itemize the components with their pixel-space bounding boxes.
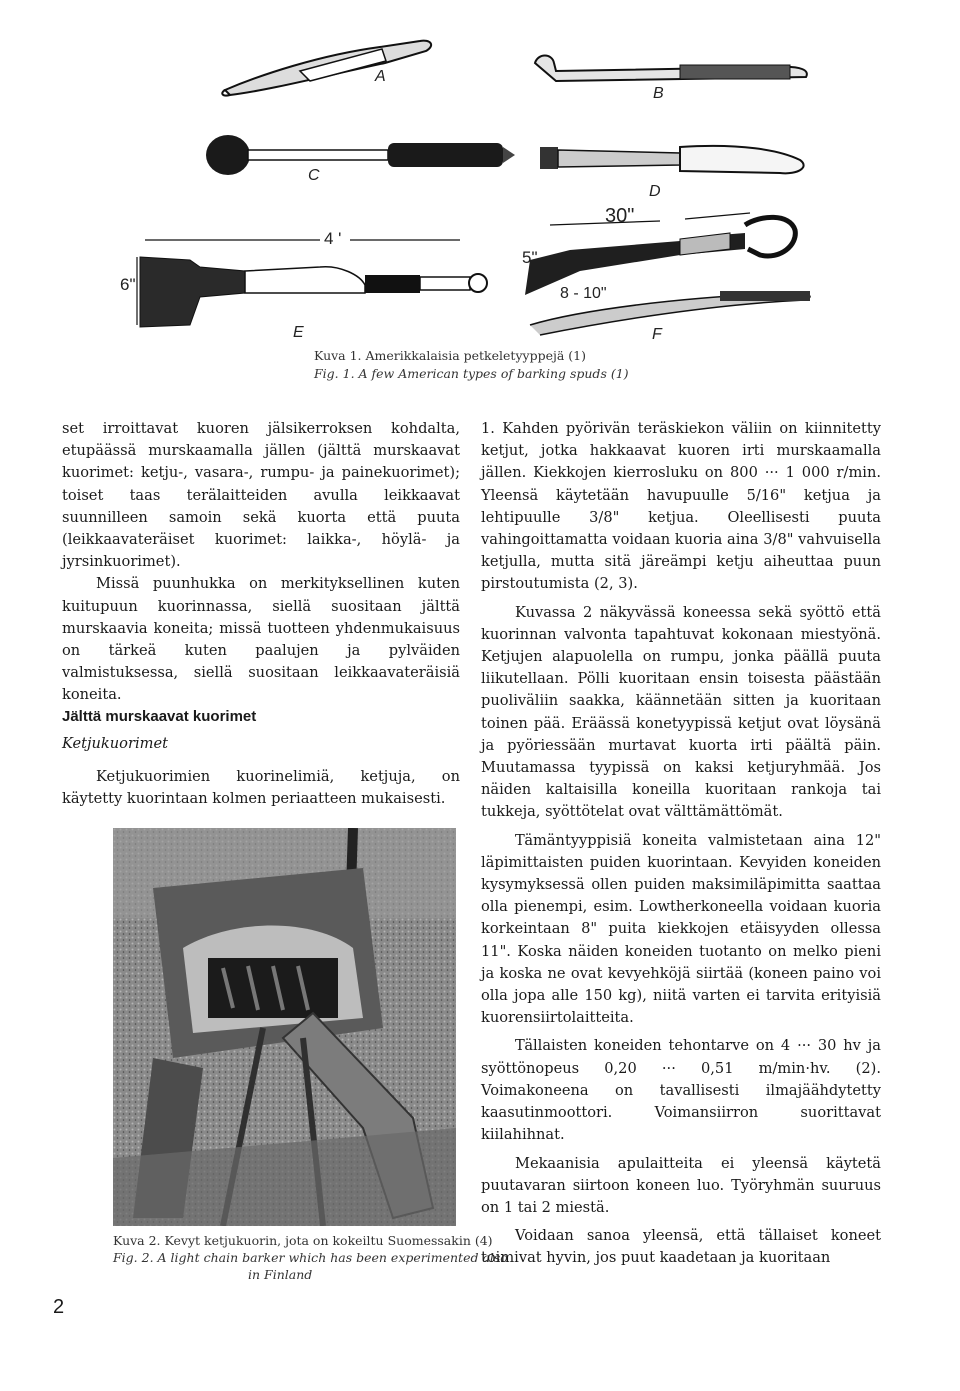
left-column-top [62,418,460,707]
left-paragraph-3: Ketjukuorimien kuorinelimiä, ketjuja, on käytetty kuorintaan kolmen periaatteen mukaisesti. [62,768,460,808]
right-paragraph-3: Tämäntyyppisiä koneita valmistetaan aina 12" läpimittaisten puiden kuorintaan. Kevyiden koneiden kysymyksessä ollen puiden maksimiläpimitta saattaa olla pienempi, esim. Lowtherkoneella voidaan kuoria korkeintaan 8" puita kiekkojen etäisyyden ollessa 11". Koska näiden koneiden tuotanto on melko pieni ja koska ne ovat kevyehköjä siirtää (koneen paino voi olla jopa alle 150 kg), niitä varten ei tarvita erityisiä kuorensiirtolaitteita. [481,831,881,1027]
tool-label-f: F [652,326,662,343]
dimension-thirty-in: 30" [605,205,635,227]
right-column [481,418,881,1270]
right-paragraph-5: Mekaanisia apulaitteita ei yleensä käytetä puutavaran siirtoon koneen luo. Työryhmän suuruus on 1 tai 2 miestä. [481,1154,881,1216]
tool-label-b: B [653,85,664,102]
tool-d-drawing [540,146,804,173]
right-paragraph-1: 1. Kahden pyörivän teräskiekon väliin on kiinnitetty ketjut, jotka hakkaavat kuoren irti murskaamalla jällen. Kiekkojen kierrosluku on 800 ··· 1 000 r/min. Yleensä käytetään havupuulle 5/16" ketjua ja lehtipuulle 3/8" ketjua. Oleellisesti puuta vahingoittamatta voidaan kuoria aina 3/8" vahvuisella ketjulla, mutta sitä järeämpi ketju aiheuttaa puun pirstoutumista (2, 3). [481,420,881,593]
figure-2-caption-fi: Kuva 2. Kevyt ketjukuorin, jota on kokeiltu Suomessakin (4) [113,1233,493,1248]
tool-e-drawing [137,240,487,327]
section-heading: Jälttä murskaavat kuorimet [62,708,257,725]
tool-label-c: C [308,167,320,184]
tool-label-e: E [293,324,304,341]
left-column-bottom [62,766,460,810]
dimension-four-ft: 4 ' [324,229,342,248]
right-paragraph-2: Kuvassa 2 näkyvässä koneessa sekä syöttö että kuorinnan valvonta tapahtuvat kokonaan miestyönä. Ketjujen alapuolella on rumpu, jonka päällä puuta liikutellaan. Pölli kuoritaan ensin toisesta päästään puoliväliin saakka, käännetään sitten ja kuoritaan toinen pää. Eräässä konetyypissä ketjut ovat löysänä ja pyöriessään murtavat kuorta irti päältä päin. Muutamassa tyypissä on kaksi ketjuryhmää. Jos näiden kaltaisilla koneilla kuoritaan rankoja tai tukkeja, syöttötelat ovat välttämättömät. [481,603,881,821]
section-subheading: Ketjukuorimet [62,735,168,752]
figure-2-photo [113,828,456,1226]
chain-barker-photo-drawing [113,828,456,1226]
figure-2-caption-en-1: Fig. 2. A light chain barker which has been experimented also [113,1250,508,1265]
left-paragraph-2: Missä puunhukka on merkityksellinen kuten kuitupuun kuorinnassa, siellä suositaan jälttä murskaavia koneita; missä tuotteen yhdenmukaisuus on tärkeä kuten paalujen ja pylväiden valmistuksessa, siellä suositaan leikkaavateräisiä koneita. [62,575,460,704]
figure-1-drawing [120,35,840,345]
tool-f-drawing [525,213,810,335]
dimension-six-in: 6" [120,275,136,294]
figure-2-caption-en-2: in Finland [248,1267,313,1282]
tool-label-d: D [649,183,661,200]
left-paragraph-1: set irroittavat kuoren jälsikerroksen kohdalta, etupäässä murskaamalla jällen (jälttä murskaavat kuorimet: ketju-, vasara-, rumpu- ja painekuorimet); toiset taas terälaitteiden avulla leikkaavat suunnilleen samoin sekä kuorta että puuta (leikkaavateräiset kuorimet: laikka-, höylä- ja jyrsinkuorimet). [62,420,460,571]
tool-label-a: A [375,68,386,85]
dimension-eight-ten: 8 - 10" [560,285,607,302]
tool-b-drawing [535,56,807,82]
tool-a-drawing [222,41,431,96]
right-paragraph-6: Voidaan sanoa yleensä, että tällaiset koneet toimivat hyvin, jos puut kaadetaan ja kuoritaan [481,1227,881,1267]
right-paragraph-4: Tällaisten koneiden tehontarve on 4 ··· 30 hv ja syöttönopeus 0,20 ··· 0,51 m/min·hv. (2). Voimakoneena on tavallisesti ilmajäähdytetty kaasutinmoottori. Voimansiirron suorittavat kiilahihnat. [481,1037,881,1144]
dimension-five-in: 5" [522,248,538,267]
tool-c-drawing [206,135,515,175]
figure-1-caption-fi: Kuva 1. Amerikkalaisia petkeletyyppejä (1) [314,348,586,363]
page-number: 2 [53,1296,65,1318]
figure-1-caption-en: Fig. 1. A few American types of barking spuds (1) [314,366,629,381]
